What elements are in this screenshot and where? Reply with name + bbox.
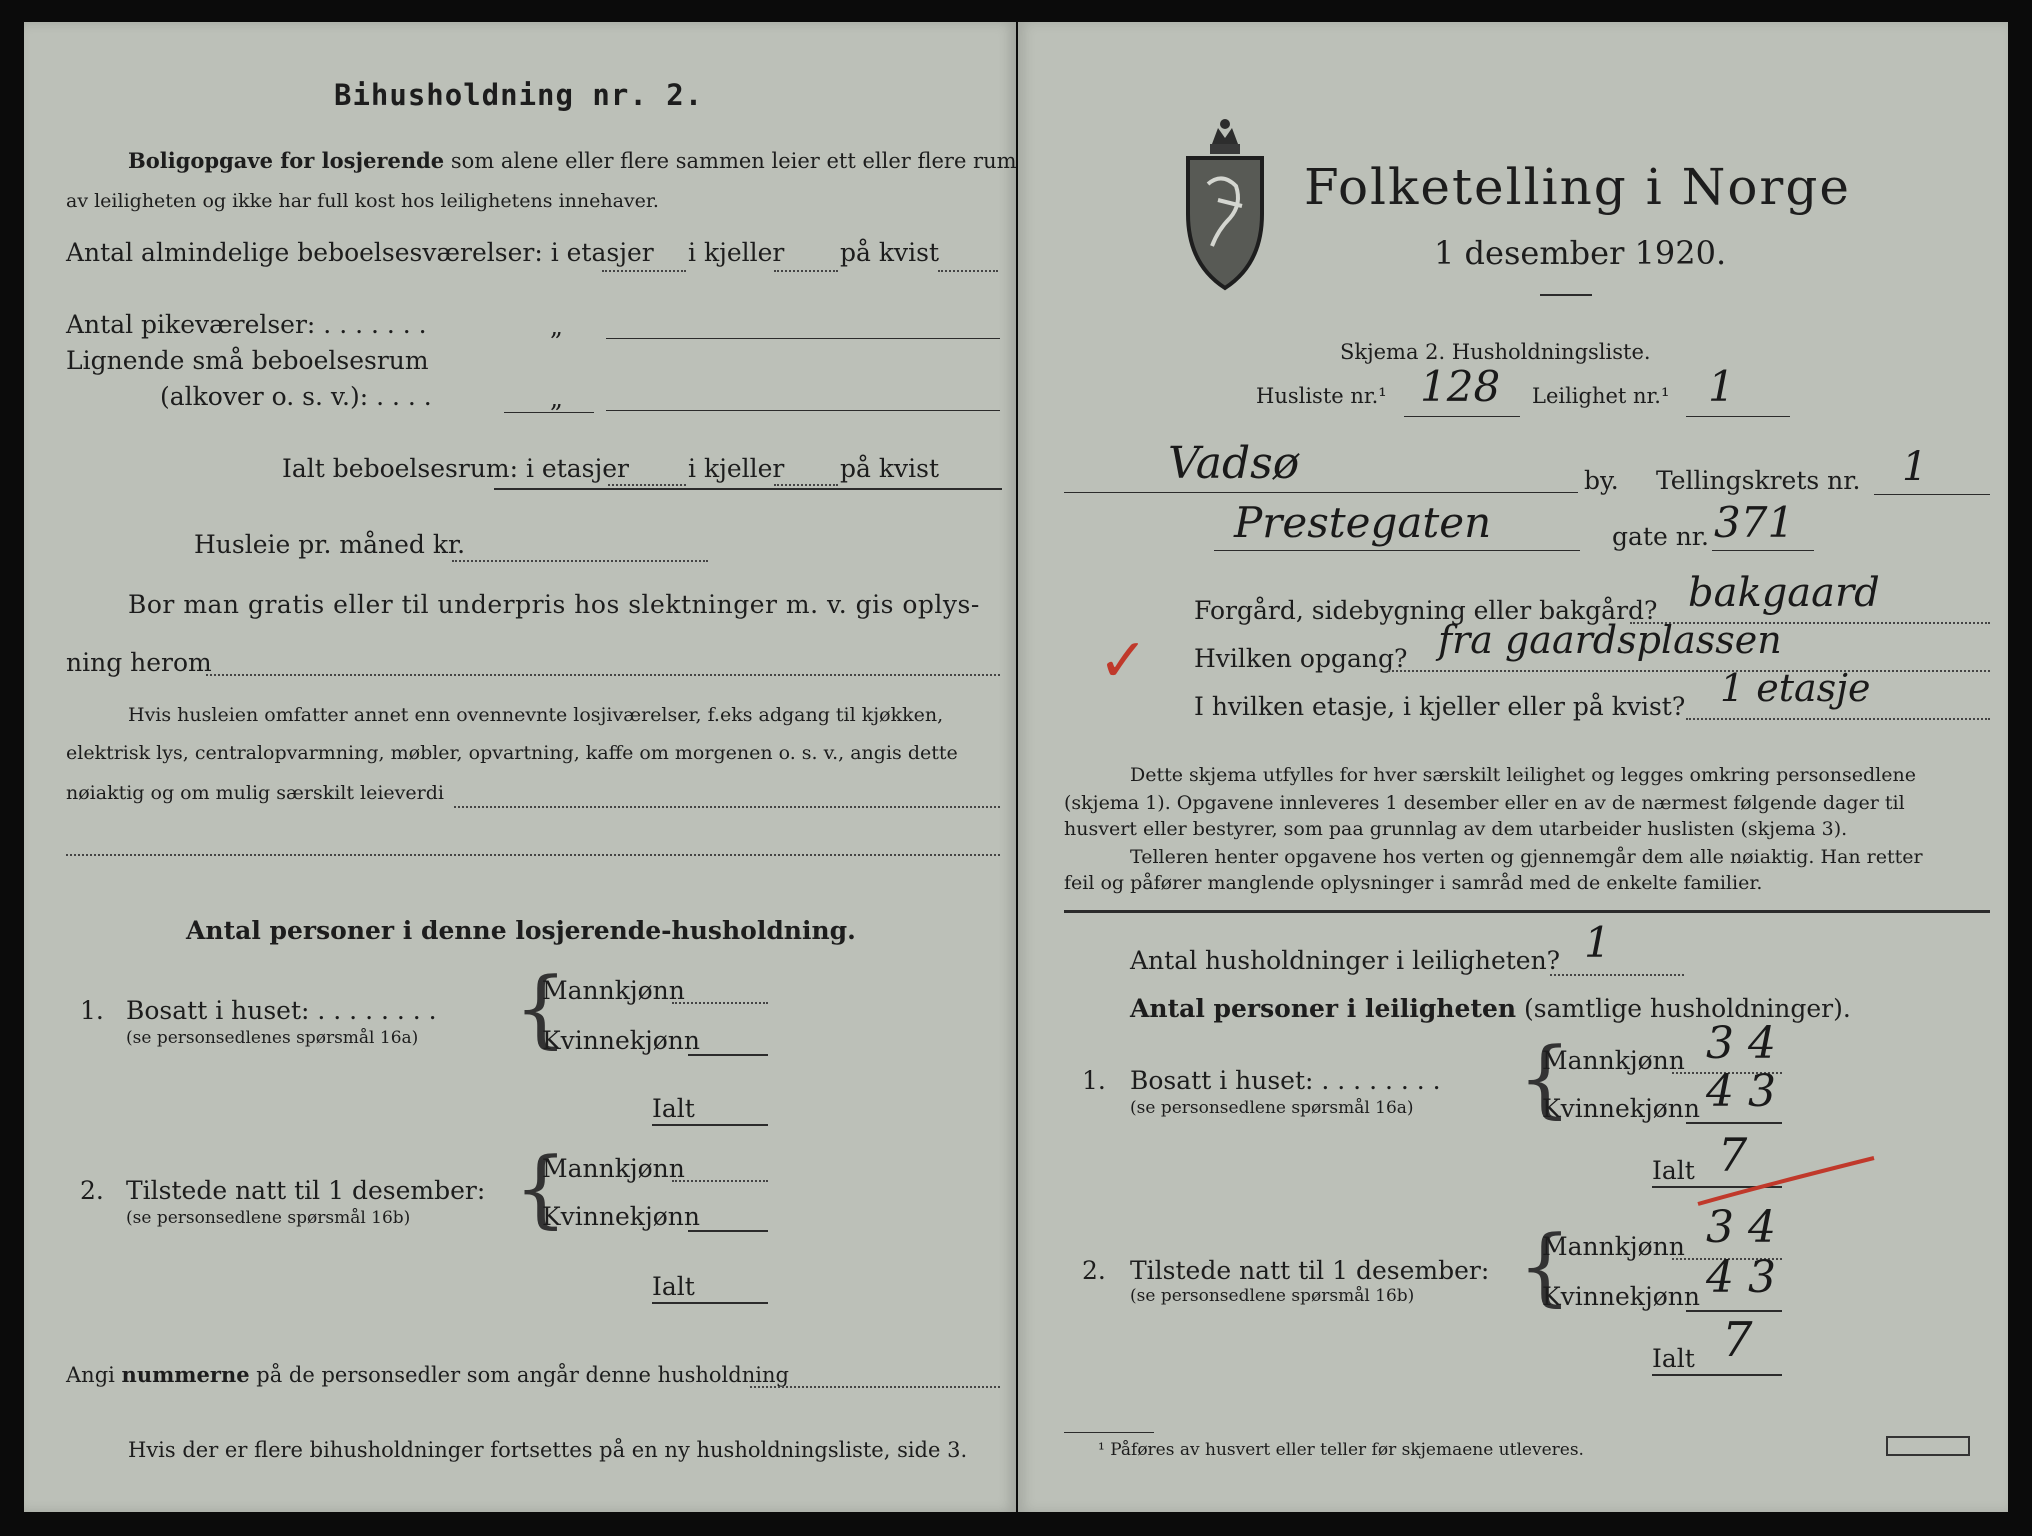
schema-label: Skjema 2. Husholdningsliste. — [1340, 340, 1651, 364]
angi-pre: Angi — [66, 1363, 115, 1387]
free-line-1: Bor man gratis eller til underpris hos slektninger m. v. gis oplys- — [128, 590, 980, 619]
krets-value: 1 — [1902, 444, 1928, 490]
ialt-kjeller-label: i kjeller — [688, 454, 785, 483]
right-q1-ref: (se personsedlene spørsmål 16a) — [1130, 1098, 1414, 1118]
printer-stamp — [1886, 1436, 1970, 1456]
right-q2-ref: (se personsedlene spørsmål 16b) — [1130, 1286, 1415, 1306]
right-q2-ialt-label: Ialt — [1652, 1344, 1695, 1373]
left-q2-mann-label: Mannkjønn — [542, 1154, 685, 1183]
right-q2-brace: { — [1518, 1217, 1572, 1315]
info-line-1: Dette skjema utfylles for hver særskilt leilighet og legges omkring personsedlene — [1130, 764, 1916, 786]
left-q1-ialt-line — [652, 1124, 768, 1126]
left-q2-ref: (se personsedlene spørsmål 16b) — [126, 1208, 411, 1228]
left-q2-ialt-line — [652, 1302, 768, 1304]
rent-label: Husleie pr. måned kr. — [194, 530, 466, 559]
census-date: 1 desember 1920. — [1434, 234, 1727, 272]
right-q1-num: 1. — [1082, 1066, 1106, 1095]
free-line — [206, 674, 1000, 676]
gate-line — [1712, 550, 1814, 551]
husliste-value: 128 — [1420, 362, 1501, 411]
ialt-kjeller-line — [774, 484, 838, 486]
opgang-value: fra gaardsplassen — [1438, 618, 1782, 662]
left-q2-mann-line — [672, 1180, 768, 1182]
angi-post: på de personsedler som angår denne husholdning — [256, 1363, 789, 1387]
right-q1-mann-label: Mannkjønn — [1542, 1046, 1685, 1075]
rooms-kvist-label: på kvist — [840, 238, 939, 267]
left-q1-mann-label: Mannkjønn — [542, 976, 685, 1005]
left-q1-ref: (se personsedlenes spørsmål 16a) — [126, 1028, 419, 1048]
coat-of-arms-icon — [1182, 114, 1268, 292]
left-q1-kvinne-line — [688, 1054, 768, 1056]
small-ditto-1: „ — [550, 384, 563, 413]
ialt-rooms-label: Ialt beboelsesrum: i etasjer — [282, 454, 630, 483]
krets-label: Tellingskrets nr. — [1656, 466, 1861, 495]
footnote-rule — [1064, 1432, 1154, 1433]
small-line-pre — [504, 412, 594, 413]
hush-value: 1 — [1584, 918, 1611, 967]
rooms-kjeller-line — [774, 270, 838, 272]
ialt-kvist-label: på kvist — [840, 454, 939, 483]
right-q2-num: 2. — [1082, 1256, 1106, 1285]
rooms-label: Antal almindelige beboelsesværelser: i etasjer — [66, 238, 654, 267]
margin-mark: ✓ — [1098, 626, 1149, 696]
street-line — [1214, 550, 1580, 551]
right-q1-label: Bosatt i huset: . . . . . . . . — [1130, 1066, 1441, 1095]
right-q2-mann-value: 3 4 — [1706, 1202, 1776, 1253]
left-q1-mann-line — [672, 1002, 768, 1004]
intro-rest-1: som alene eller flere sammen leier ett eller flere rum — [450, 149, 1017, 173]
street-value: Prestegaten — [1234, 498, 1492, 547]
right-q2-kvinne-label: Kvinnekjønn — [1542, 1282, 1700, 1311]
forgard-value: bakgaard — [1688, 570, 1880, 616]
angi-line-fill — [750, 1386, 1000, 1388]
right-q1-kvinne-value: 4 3 — [1706, 1066, 1776, 1117]
small-label-2: (alkover o. s. v.): . . . . — [160, 382, 432, 411]
leilighet-label: Leilighet nr.¹ — [1532, 384, 1670, 408]
husliste-line — [1404, 416, 1520, 417]
gate-label: gate nr. — [1612, 522, 1709, 551]
rooms-etasjer-line — [602, 270, 686, 272]
hush-label: Antal husholdninger i leiligheten? — [1130, 946, 1561, 975]
census-title: Folketelling i Norge — [1304, 158, 1851, 216]
free-line-2: ning herom — [66, 648, 212, 677]
intro-line-2: av leiligheten og ikke har full kost hos leilighetens innehaver. — [66, 190, 659, 212]
left-q1-label: Bosatt i huset: . . . . . . . . — [126, 996, 437, 1025]
incl-line-extra — [66, 854, 1000, 856]
left-q2-num: 2. — [80, 1176, 104, 1205]
info-line-4: Telleren henter opgavene hos verten og gjennemgår dem alle nøiaktig. Han retter — [1130, 846, 1923, 868]
by-label: by. — [1584, 466, 1619, 495]
etasje-line — [1686, 718, 1990, 720]
right-q2-label: Tilstede natt til 1 desember: — [1130, 1256, 1490, 1285]
info-line-2: (skjema 1). Opgavene innleveres 1 desember eller en av de nærmest følgende dager til — [1064, 792, 1905, 814]
small-line — [606, 410, 1000, 411]
krets-line — [1874, 494, 1990, 495]
gate-value: 371 — [1714, 498, 1795, 547]
bihusholdning-title: Bihusholdning nr. 2. — [334, 78, 704, 112]
opgang-line — [1388, 670, 1990, 672]
incl-line-3: nøiaktig og om mulig særskilt leieverdi — [66, 782, 444, 804]
right-q2-mann-label: Mannkjønn — [1542, 1232, 1685, 1261]
left-q1-ialt-label: Ialt — [652, 1094, 695, 1123]
city-value: Vadsø — [1168, 438, 1300, 489]
info-rule — [1064, 910, 1990, 913]
intro-line-1 — [128, 148, 1017, 173]
rent-line — [452, 560, 708, 562]
incl-line-1: Hvis husleien omfatter annet enn ovennevnte losjiværelser, f.eks adgang til kjøkken, — [128, 704, 944, 726]
incl-line — [454, 806, 1000, 808]
right-q1-mann-value: 3 4 — [1706, 1018, 1776, 1069]
left-q1-kvinne-label: Kvinnekjønn — [542, 1026, 700, 1055]
right-q1-ialt-value: 7 — [1718, 1128, 1748, 1182]
left-footer: Hvis der er flere bihusholdninger fortsettes på en ny husholdningsliste, side 3. — [128, 1438, 968, 1462]
persons-rest: (samtlige husholdninger). — [1524, 994, 1851, 1023]
ialt-etasjer-line — [608, 484, 686, 486]
info-line-3: husvert eller bestyrer, som paa grunnlag av dem utarbeider huslisten (skjema 3). — [1064, 818, 1848, 840]
right-q2-ialt-value: 7 — [1722, 1312, 1753, 1368]
rooms-kjeller-label: i kjeller — [688, 238, 785, 267]
opgang-label: Hvilken opgang? — [1194, 644, 1408, 673]
left-q2-kvinne-line — [688, 1230, 768, 1232]
left-q1-num: 1. — [80, 996, 104, 1025]
right-q2-kvinne-value: 4 3 — [1706, 1252, 1776, 1303]
right-page — [1018, 22, 2008, 1512]
right-q1-kvinne-line — [1686, 1122, 1782, 1124]
pike-label: Antal pikeværelser: . . . . . . . — [66, 310, 427, 339]
footnote: ¹ Påføres av husvert eller teller før skjemaene utleveres. — [1098, 1440, 1584, 1460]
angi-bold: nummerne — [121, 1362, 250, 1387]
husliste-label: Husliste nr.¹ — [1256, 384, 1387, 408]
pike-line — [606, 338, 1000, 339]
right-q1-brace: { — [1518, 1029, 1572, 1127]
intro-bold: Boligopgave for losjerende — [128, 148, 445, 173]
forgard-label: Forgård, sidebygning eller bakgård? — [1194, 596, 1658, 625]
rooms-kvist-line — [938, 270, 998, 272]
angi-line — [66, 1362, 789, 1387]
left-q1-brace: { — [514, 959, 568, 1057]
hush-line — [1550, 974, 1684, 976]
right-q2-ialt-line — [1652, 1374, 1782, 1376]
right-q1-ialt-label: Ialt — [1652, 1156, 1695, 1185]
left-q2-ialt-label: Ialt — [652, 1272, 695, 1301]
persons-bold: Antal personer i leiligheten — [1130, 994, 1517, 1023]
etasje-label: I hvilken etasje, i kjeller eller på kvist? — [1194, 692, 1686, 721]
small-label-1: Lignende små beboelsesrum — [66, 346, 429, 375]
left-q2-brace: { — [514, 1139, 568, 1237]
etasje-value: 1 etasje — [1720, 666, 1871, 710]
right-q1-kvinne-label: Kvinnekjønn — [1542, 1094, 1700, 1123]
title-rule — [1540, 294, 1592, 296]
left-q2-kvinne-label: Kvinnekjønn — [542, 1202, 700, 1231]
city-line — [1064, 492, 1578, 493]
incl-line-2: elektrisk lys, centralopvarmning, møbler, opvartning, kaffe om morgenen o. s. v., angis dette — [66, 742, 958, 764]
left-page — [24, 22, 1016, 1512]
leilighet-value: 1 — [1708, 362, 1735, 411]
left-q2-label: Tilstede natt til 1 desember: — [126, 1176, 486, 1205]
leilighet-line — [1686, 416, 1790, 417]
persons-heading: Antal personer i denne losjerende-husholdning. — [186, 916, 856, 945]
info-line-5: feil og påfører manglende oplysninger i samråd med de enkelte familier. — [1064, 872, 1763, 894]
ialt-underline — [494, 488, 1002, 490]
pike-ditto-1: „ — [550, 312, 563, 341]
